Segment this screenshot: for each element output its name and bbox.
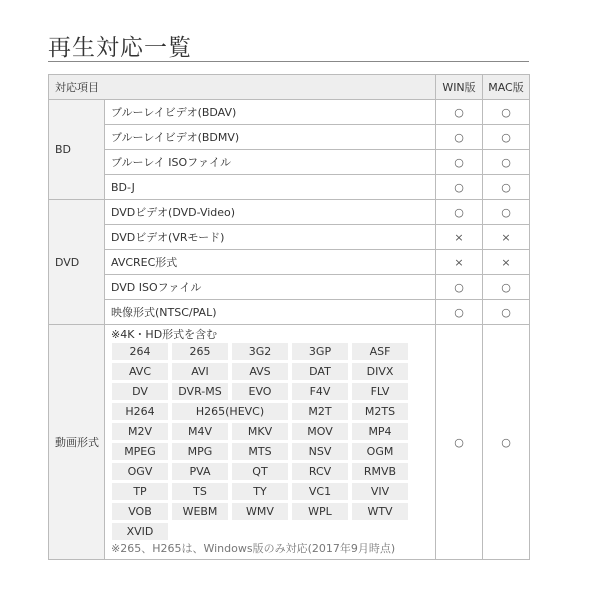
format-chip: MP4 xyxy=(352,423,408,440)
format-chip: RCV xyxy=(292,463,348,480)
win-support-mark: ○ xyxy=(436,200,483,225)
formats-note-top: ※4K・HD形式を含む xyxy=(111,328,218,341)
table-row xyxy=(49,100,530,125)
video-formats-cell xyxy=(105,325,436,560)
format-chip: M2TS xyxy=(352,403,408,420)
format-chip: DAT xyxy=(292,363,348,380)
format-chip: F4V xyxy=(292,383,348,400)
format-chip: MPG xyxy=(172,443,228,460)
table-row xyxy=(49,275,530,300)
format-chip: AVC xyxy=(112,363,168,380)
format-chip: TP xyxy=(112,483,168,500)
table-row xyxy=(49,225,530,250)
format-chip: DVR-MS xyxy=(172,383,228,400)
row-label: BD-J xyxy=(105,175,436,200)
win-support-mark: ○ xyxy=(436,125,483,150)
win-support-mark: ○ xyxy=(436,150,483,175)
format-chip: 265 xyxy=(172,343,228,360)
format-chip: VC1 xyxy=(292,483,348,500)
format-chip: MTS xyxy=(232,443,288,460)
row-label: ブルーレイビデオ(BDAV) xyxy=(105,100,436,125)
format-chip: QT xyxy=(232,463,288,480)
format-chip: WPL xyxy=(292,503,348,520)
format-chip: ASF xyxy=(352,343,408,360)
mac-support-mark: ○ xyxy=(483,275,530,300)
table-row xyxy=(49,300,530,325)
table-row xyxy=(49,150,530,175)
group-label-video: 動画形式 xyxy=(49,325,105,560)
format-chip: PVA xyxy=(172,463,228,480)
win-support-mark: ○ xyxy=(436,175,483,200)
formats-grid xyxy=(112,343,429,540)
mac-support-mark: ○ xyxy=(483,175,530,200)
format-chip: RMVB xyxy=(352,463,408,480)
format-chip: FLV xyxy=(352,383,408,400)
format-chip: M2T xyxy=(292,403,348,420)
format-chip: 3G2 xyxy=(232,343,288,360)
format-chip: M2V xyxy=(112,423,168,440)
format-chip: TY xyxy=(232,483,288,500)
row-label: ブルーレイビデオ(BDMV) xyxy=(105,125,436,150)
format-chip: AVS xyxy=(232,363,288,380)
mac-support-mark: ○ xyxy=(483,300,530,325)
row-label: AVCREC形式 xyxy=(105,250,436,275)
formats-note-bottom: ※265、H265は、Windows版のみ対応(2017年9月時点) xyxy=(111,542,396,555)
format-chip: MKV xyxy=(232,423,288,440)
format-chip: H265(HEVC) xyxy=(172,403,288,420)
table-header-row xyxy=(49,75,530,100)
mac-support-mark: × xyxy=(483,225,530,250)
table-row xyxy=(49,200,530,225)
win-support-mark: × xyxy=(436,225,483,250)
row-label: DVD ISOファイル xyxy=(105,275,436,300)
format-chip: OGM xyxy=(352,443,408,460)
mac-support-mark: × xyxy=(483,250,530,275)
group-label-bd: BD xyxy=(49,100,105,200)
format-chip: TS xyxy=(172,483,228,500)
format-chip: VIV xyxy=(352,483,408,500)
table-row xyxy=(49,175,530,200)
mac-support-mark: ○ xyxy=(483,125,530,150)
title-divider xyxy=(48,61,529,62)
format-chip: EVO xyxy=(232,383,288,400)
format-chip: MPEG xyxy=(112,443,168,460)
win-support-mark: × xyxy=(436,250,483,275)
format-chip: VOB xyxy=(112,503,168,520)
format-chip: M4V xyxy=(172,423,228,440)
mac-support-mark: ○ xyxy=(483,150,530,175)
win-support-mark: ○ xyxy=(436,325,483,560)
win-support-mark: ○ xyxy=(436,100,483,125)
row-label: 映像形式(NTSC/PAL) xyxy=(105,300,436,325)
format-chip: WEBM xyxy=(172,503,228,520)
table-row xyxy=(49,250,530,275)
win-support-mark: ○ xyxy=(436,275,483,300)
table-row xyxy=(49,125,530,150)
format-chip: NSV xyxy=(292,443,348,460)
format-chip: MOV xyxy=(292,423,348,440)
format-chip: DV xyxy=(112,383,168,400)
mac-support-mark: ○ xyxy=(483,200,530,225)
page-title: 再生対応一覧 xyxy=(48,35,192,62)
table-row xyxy=(49,325,530,560)
playback-support-table xyxy=(48,74,530,560)
row-label: ブルーレイ ISOファイル xyxy=(105,150,436,175)
header-win: WIN版 xyxy=(436,75,483,100)
format-chip: WMV xyxy=(232,503,288,520)
header-item: 対応項目 xyxy=(49,75,436,100)
format-chip: OGV xyxy=(112,463,168,480)
mac-support-mark: ○ xyxy=(483,100,530,125)
format-chip: XVID xyxy=(112,523,168,540)
format-chip: 264 xyxy=(112,343,168,360)
row-label: DVDビデオ(VRモード) xyxy=(105,225,436,250)
format-chip: 3GP xyxy=(292,343,348,360)
format-chip: AVI xyxy=(172,363,228,380)
group-label-dvd: DVD xyxy=(49,200,105,325)
format-chip: WTV xyxy=(352,503,408,520)
row-label: DVDビデオ(DVD-Video) xyxy=(105,200,436,225)
mac-support-mark: ○ xyxy=(483,325,530,560)
header-mac: MAC版 xyxy=(483,75,530,100)
format-chip: H264 xyxy=(112,403,168,420)
win-support-mark: ○ xyxy=(436,300,483,325)
format-chip: DIVX xyxy=(352,363,408,380)
